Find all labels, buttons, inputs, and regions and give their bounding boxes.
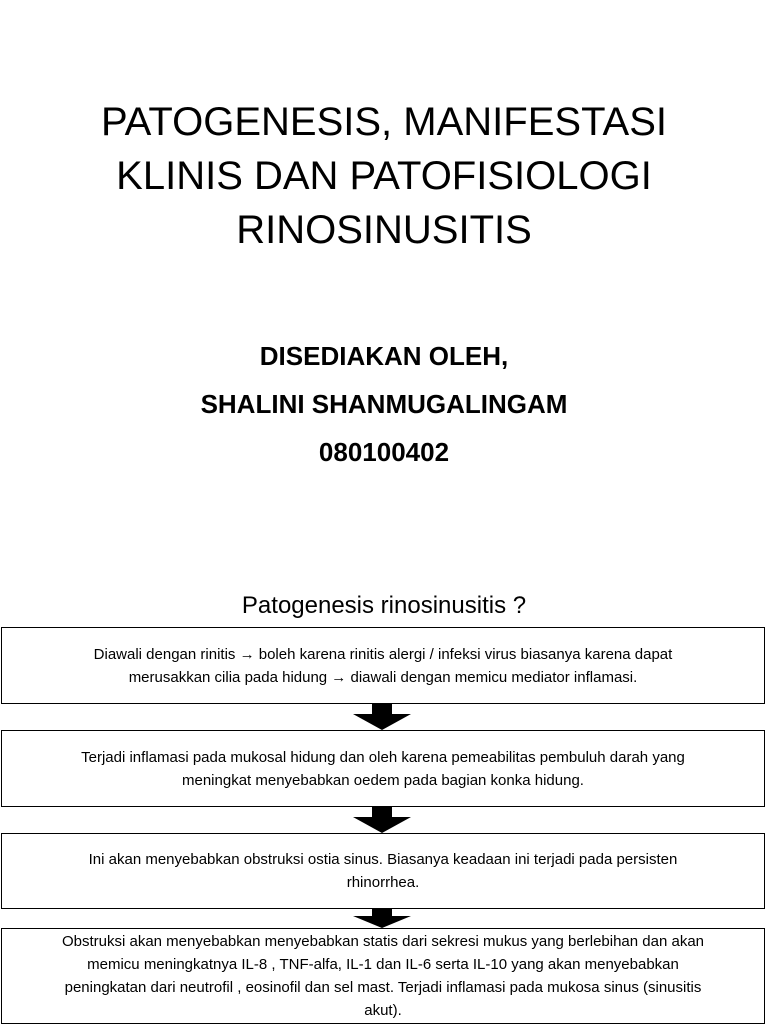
prepared-by-label: DISEDIAKAN OLEH,: [259, 341, 509, 371]
slide-title-line-3: RINOSINUSITIS: [236, 208, 532, 252]
slide-title-line-2: KLINIS DAN PATOFISIOLOGI: [116, 154, 652, 198]
author-block: [40, 332, 728, 476]
flow-step-4-line-2: memicu meningkatnya IL-8 , TNF-alfa, IL-1 dan IL-6 serta IL-10 yang akan menyebabkan: [87, 956, 679, 973]
flow-step-2: [1, 730, 765, 807]
flow-step-3-line-2: rhinorrhea.: [346, 874, 420, 891]
flow-step-4-line-4: akut).: [364, 1002, 402, 1019]
flow-step-1-line-2: merusakkan cilia pada hidung → diawali dengan memicu mediator inflamasi.: [128, 668, 638, 686]
slide-title: [40, 95, 728, 257]
down-arrow-icon: [353, 704, 411, 730]
down-arrow-icon: [353, 807, 411, 833]
down-arrow-icon: [353, 909, 411, 928]
flow-step-2-line-1: Terjadi inflamasi pada mukosal hidung dan oleh karena pemeabilitas pembuluh darah yang: [81, 748, 685, 766]
flow-step-2-line-2: meningkat menyebabkan oedem pada bagian konka hidung.: [182, 771, 584, 789]
student-id: 080100402: [318, 437, 450, 467]
slide-title-line-1: PATOGENESIS, MANIFESTASI: [100, 100, 668, 144]
flow-step-4: [1, 928, 765, 1024]
flowchart-slide: [0, 560, 768, 1024]
author-name: SHALINI SHANMUGALINGAM: [200, 389, 568, 419]
flow-step-4-line-1: Obstruksi akan menyebabkan menyebabkan statis dari sekresi mukus yang berlebihan dan akan: [61, 933, 705, 950]
flowchart-title: Patogenesis rinosinusitis ?: [241, 592, 527, 619]
flow-step-4-line-3: peningkatan dari neutrofil , eosinofil dan sel mast. Terjadi inflamasi pada mukosa sinus (sinusitis: [64, 979, 702, 996]
flow-step-3: [1, 833, 765, 909]
flow-step-1-line-1: Diawali dengan rinitis → boleh karena rinitis alergi / infeksi virus biasanya karena dapat: [93, 645, 673, 663]
flow-step-1: [1, 627, 765, 704]
flow-step-3-line-1: Ini akan menyebabkan obstruksi ostia sinus. Biasanya keadaan ini terjadi pada persisten: [88, 851, 678, 868]
